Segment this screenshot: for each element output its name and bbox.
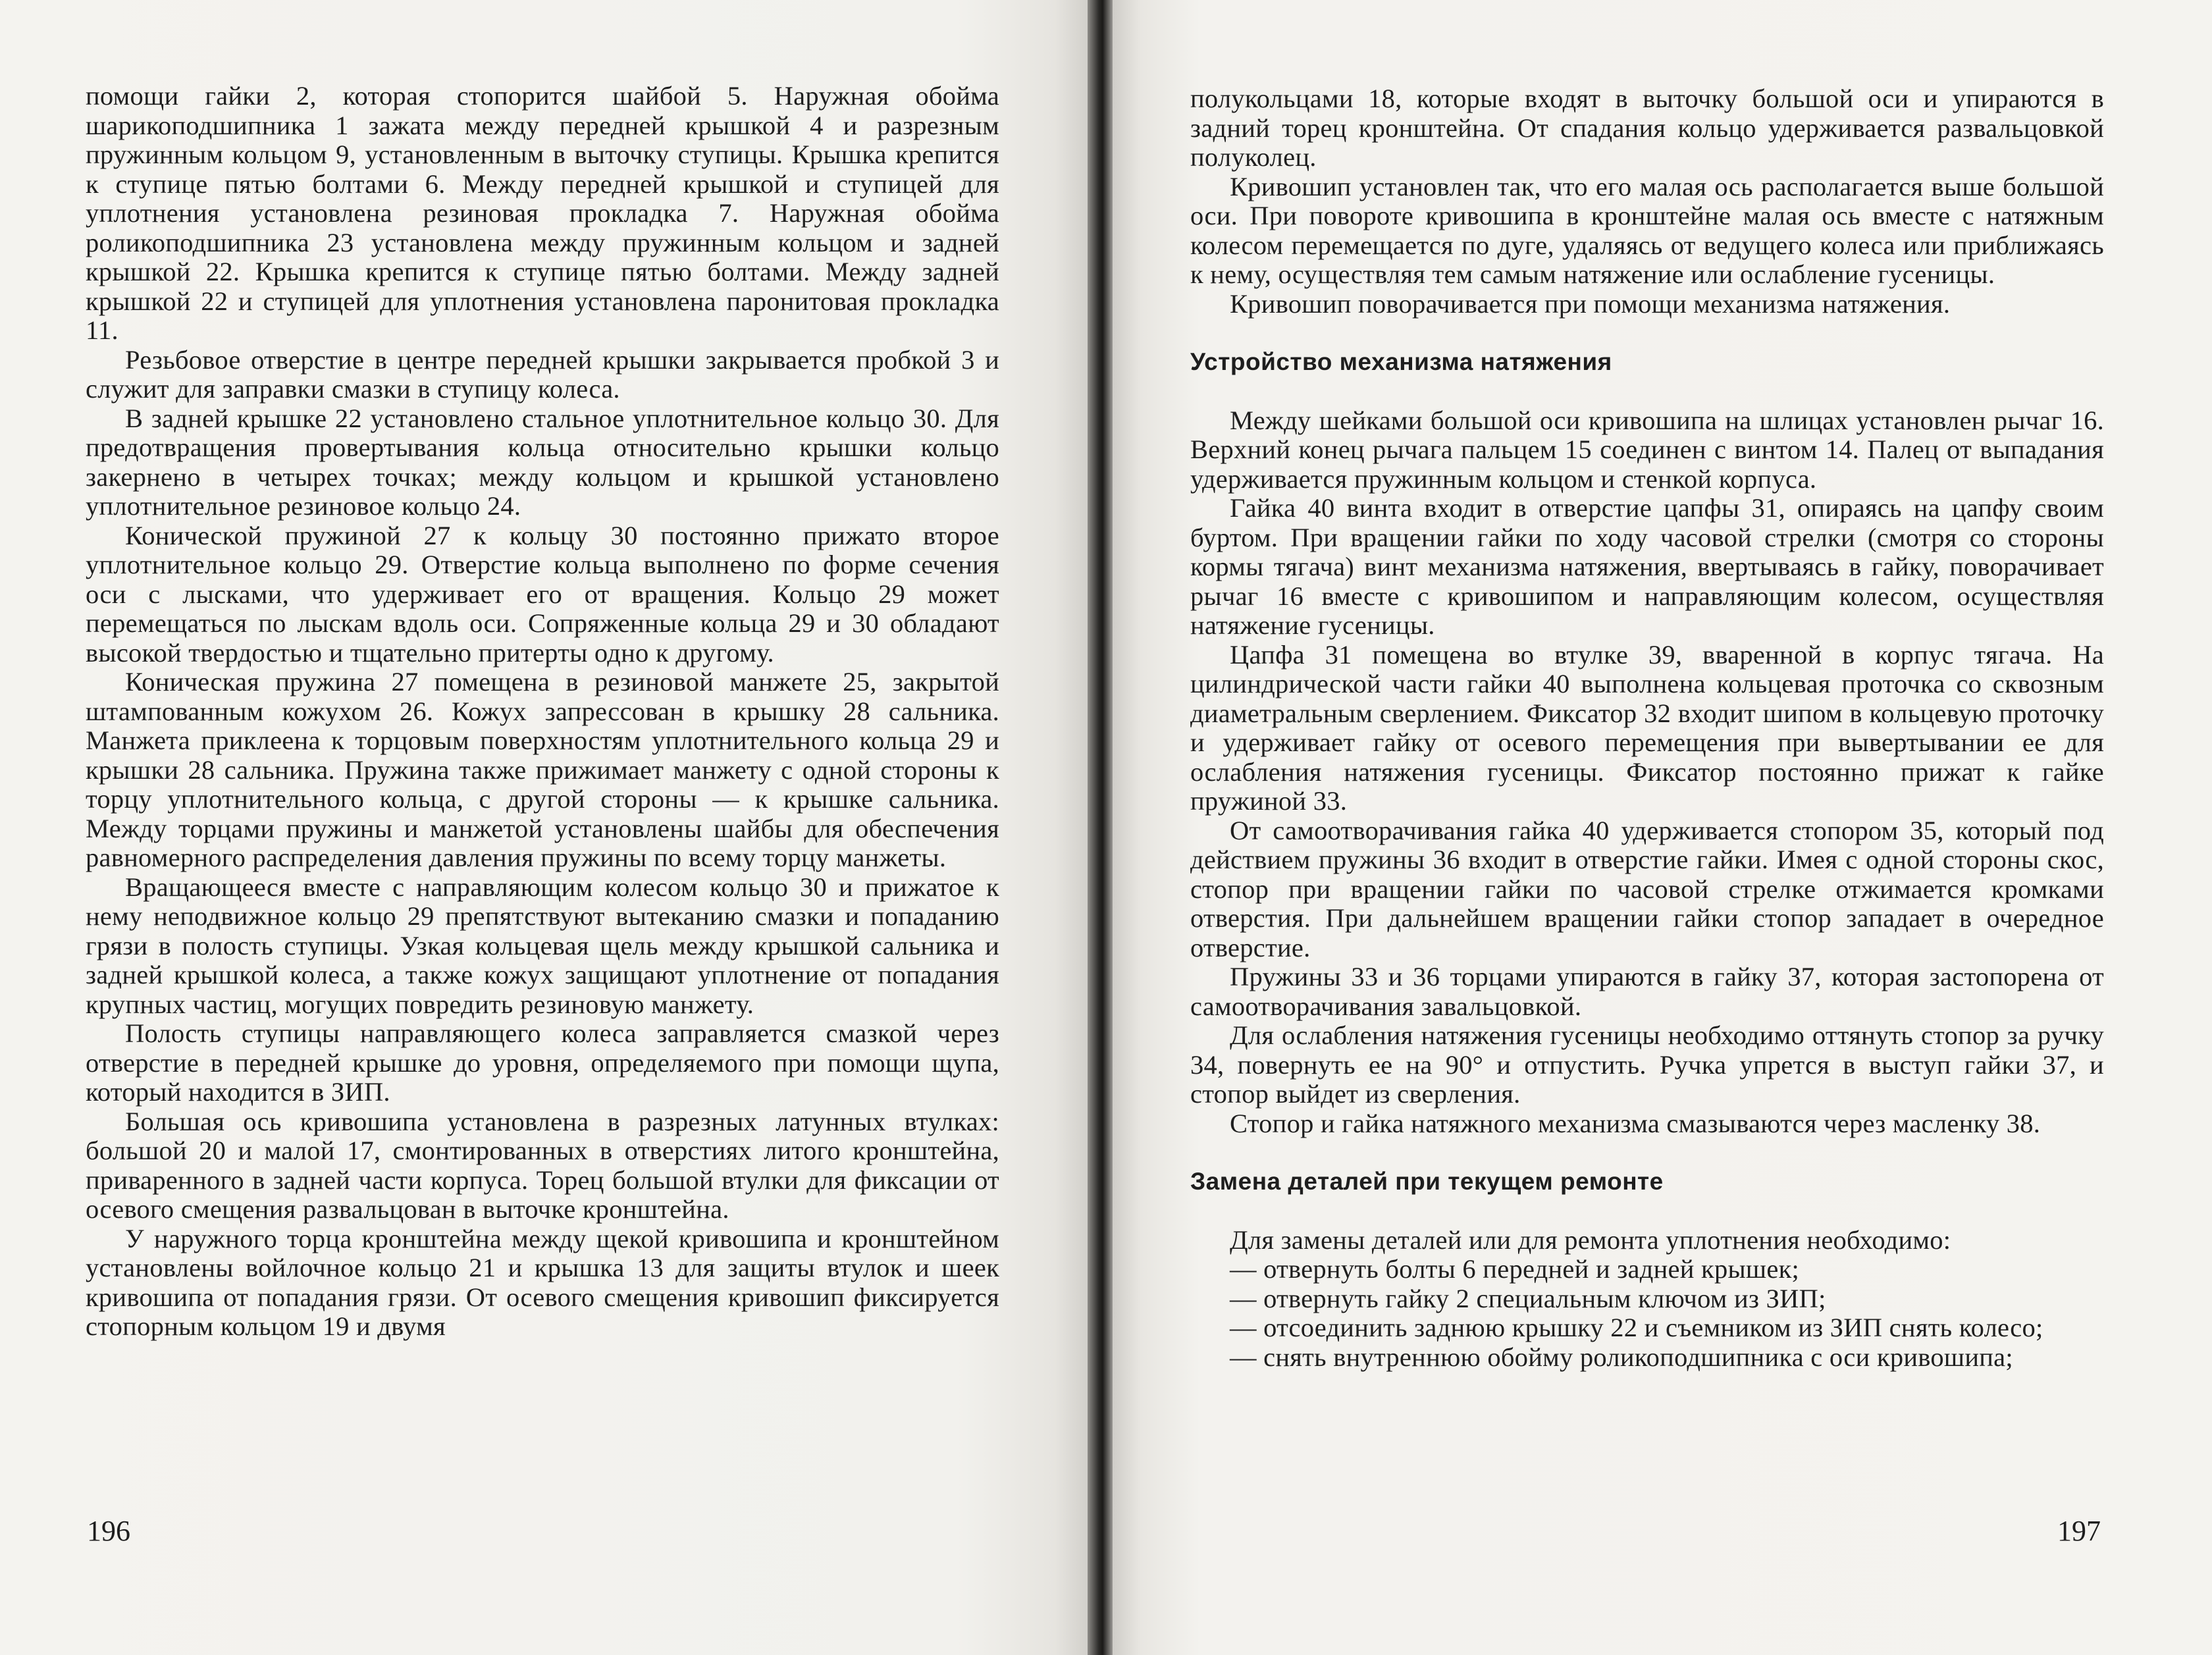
paragraph: В задней крышке 22 установлено стальное уплотнительное кольцо 30. Для предотвращения провертывания кольца относительно крышки кольцо закернено в четырех точках; между кольцом и крышкой установлено уплотнительное резиновое кольцо 24. [86,403,999,521]
list-item: — отвернуть гайку 2 специальным ключом из ЗИП; [1230,1283,1826,1313]
paragraph: От самоотворачивания гайка 40 удерживается стопором 35, который под действием пружины 36 входит в отверстие гайки. Имея с одной стороны скос, стопор при вращении гайки по часовой стрелке отжимается кромками отверстия. При дальнейшем вращении гайки стопор западает в очередное отверстие. [1190,815,2104,962]
left-page [0,0,1088,1655]
paragraph: Для ослабления натяжения гусеницы необходимо оттянуть стопор за ручку 34, повернуть ее на 90° и отпустить. Ручка упрется в выступ гайки 37, и стопор выйдет из сверления. [1190,1020,2104,1109]
right-page [1113,0,2212,1655]
paragraph: У наружного торца кронштейна между щекой кривошипа и кронштейном установлены войлочное кольцо 21 и крышка 13 для защиты втулок и шеек кривошипа от попадания грязи. От осевого смещения кривошип фиксируется стопорным кольцом 19 и двумя [86,1223,999,1341]
paragraph: Конической пружиной 27 к кольцу 30 постоянно прижато второе уплотнительное кольцо 29. Отверстие кольца выполнено по форме сечения оси с лысками, что удерживает его от вращения. Кольцо 29 может перемещаться по лыскам вдоль оси. Сопряженные кольца 29 и 30 обладают высокой твердостью и тщательно притерты одно к другому. [86,520,999,668]
page-number: 197 [2057,1515,2101,1547]
book-spine-gutter [1088,0,1113,1655]
paragraph: полукольцами 18, которые входят в выточку большой оси и упираются в задний торец кронштейна. От спадания кольцо удерживается развальцовкой полуколец. [1190,84,2104,172]
paragraph: Резьбовое отверстие в центре передней крышки закрывается пробкой 3 и служит для заправки смазки в ступицу колеса. [86,344,999,404]
paragraph: Пружины 33 и 36 торцами упираются в гайку 37, которая застопорена от самоотворачивания завальцовкой. [1190,962,2104,1021]
paragraph: Вращающееся вместе с направляющим колесом кольцо 30 и прижатое к нему неподвижное кольцо 29 препятствуют вытеканию смазки и попаданию грязи в полость ступицы. Узкая кольцевая щель между крышкой сальника и задней крышкой колеса, а также кожух защищают уплотнение от попадания крупных частиц, могущих повредить резиновую манжету. [86,872,999,1019]
paragraph: Между шейками большой оси кривошипа на шлицах установлен рычаг 16. Верхний конец рычага пальцем 15 соединен с винтом 14. Палец от выпадания удерживается пружинным кольцом и стенкой корпуса. [1190,405,2104,494]
paragraph: Для замены деталей или для ремонта уплотнения необходимо: [1230,1224,1951,1255]
paragraph: Коническая пружина 27 помещена в резиновой манжете 25, закрытой штампованным кожухом 26. Кожух запрессован в крышку 28 сальника. Манжета приклеена к торцовым поверхностям уплотнительного кольца 29 и крышки 28 сальника. Пружина также прижимает манжету с одной стороны к торцу уплотнительного кольца, с другой стороны — к крышке сальника. Между торцами пружины и манжетой установлены шайбы для обеспечения равномерного распределения давления пружины по всему торцу манжеты. [86,667,999,872]
paragraph: Полость ступицы направляющего колеса заправляется смазкой через отверстие в передней крышке до уровня, определяемого при помощи щупа, который находится в ЗИП. [86,1018,999,1107]
list-item: — отвернуть болты 6 передней и задней крышек; [1230,1254,1800,1284]
paragraph: Гайка 40 винта входит в отверстие цапфы 31, опираясь на цапфу своим буртом. При вращении гайки по ходу часовой стрелки (смотря со стороны кормы тягача) винт механизма натяжения, ввертываясь в гайку, поворачивает рычаг 16 вместе с кривошипом и направляющим колесом, осуществляя натяжение гусеницы. [1190,493,2104,640]
paragraph: Кривошип установлен так, что его малая ось располагается выше большой оси. При повороте кривошипа в кронштейне малая ось вместе с натяжным колесом перемещается по дуге, удаляясь от ведущего колеса или приближаясь к нему, осуществляя тем самым натяжение или ослабление гусеницы. [1190,171,2104,289]
list-item: — отсоединить заднюю крышку 22 и съемником из ЗИП снять колесо; [1230,1313,2043,1342]
paragraph: Стопор и гайка натяжного механизма смазываются через масленку 38. [1230,1108,2041,1138]
paragraph: Большая ось кривошипа установлена в разрезных латунных втулках: большой 20 и малой 17, смонтированных в отверстиях литого кронштейна, приваренного в задней части корпуса. Торец большой втулки для фиксации от осевого смещения развальцован в выточке кронштейна. [86,1106,999,1224]
page-number: 196 [87,1515,130,1547]
paragraph: Кривошип поворачивается при помощи механизма натяжения. [1230,288,1951,319]
list-item: — снять внутреннюю обойму роликоподшипника с оси кривошипа; [1230,1342,2013,1372]
left-text-column [86,82,999,1342]
paragraph: помощи гайки 2, которая стопорится шайбой 5. Наружная обойма шарикоподшипника 1 зажата между передней крышкой 4 и разрезным пружинным кольцом 9, установленным в выточку ступицы. Крышка крепится к ступице пятью болтами 6. Между передней крышкой и ступицей для уплотнения установлена резиновая прокладка 7. Наружная обойма роликоподшипника 23 установлена между пружинным кольцом и задней крышкой 22. Крышка крепится к ступице пятью болтами. Между задней крышкой 22 и ступицей для уплотнения установлена паронитовая прокладка 11. [86,81,999,345]
section-heading: Замена деталей при текущем ремонте [1190,1168,1664,1195]
right-text-column [1190,84,2104,1372]
section-heading: Устройство механизма натяжения [1190,348,1612,375]
paragraph: Цапфа 31 помещена во втулке 39, вваренной в корпус тягача. На цилиндрической части гайки 40 выполнена кольцевая проточка со сквозным диаметральным сверлением. Фиксатор 32 входит шипом в кольцевую проточку и удерживает гайку от осевого перемещения при вывертывании ее для ослабления натяжения гусеницы. Фиксатор постоянно прижат к гайке пружиной 33. [1190,639,2104,816]
